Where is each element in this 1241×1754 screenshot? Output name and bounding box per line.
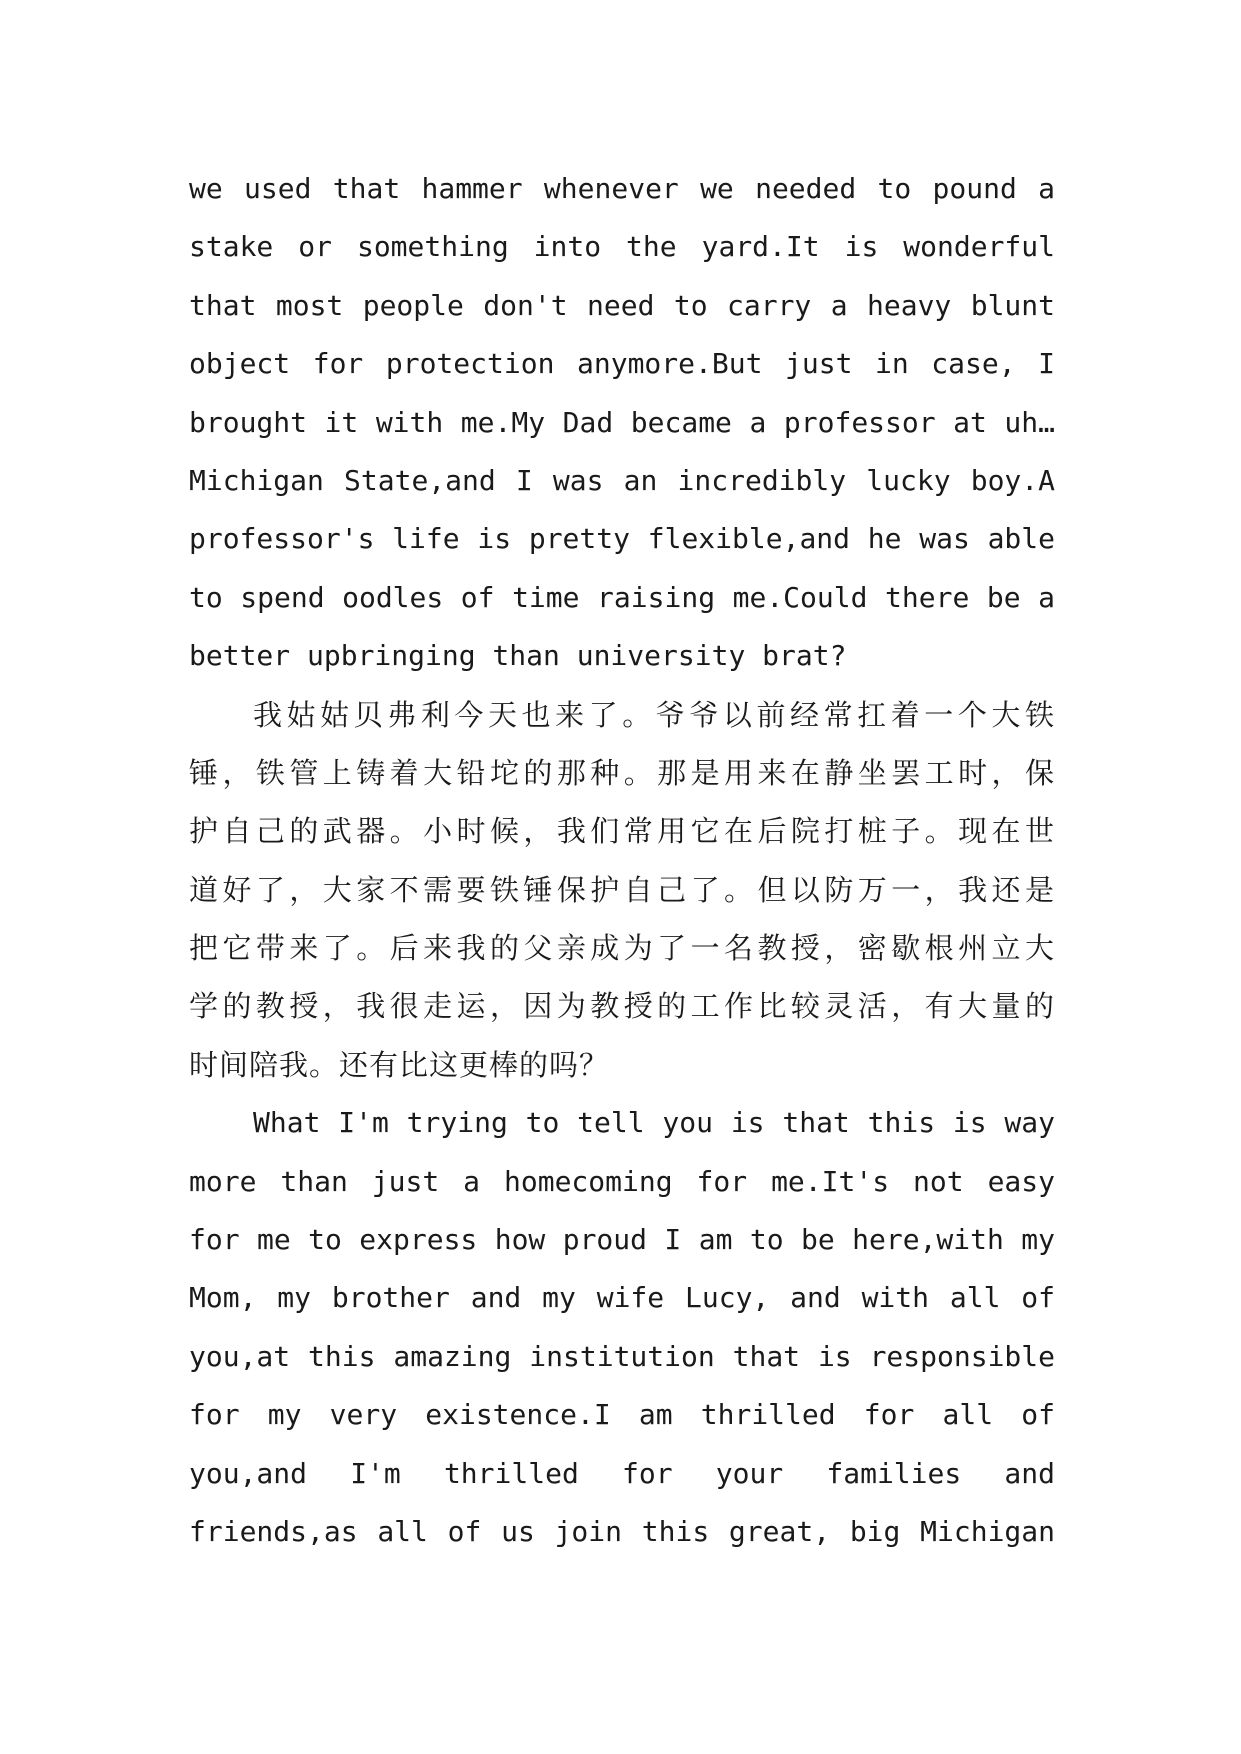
text-line: object for protection anymore.But just in case, I xyxy=(189,347,1055,381)
paragraph-chinese xyxy=(189,686,1055,1095)
text-line: friends,as all of us join this great, big Michigan xyxy=(189,1514,1055,1548)
text-line: Mom, my brother and my wife Lucy, and with all of xyxy=(189,1281,1055,1315)
text-line: 学的教授，我很走运，因为教授的工作比较灵活，有大量的 xyxy=(189,989,1055,1024)
text-line: brought it with me.My Dad became a professor at uh… xyxy=(189,405,1055,439)
text-line: What I'm trying to tell you is that this is way xyxy=(253,1106,1055,1140)
text-line: for me to express how proud I am to be here,with my xyxy=(189,1223,1055,1257)
text-line: stake or something into the yard.It is wonderful xyxy=(189,230,1055,264)
text-line: for my very existence.I am thrilled for all of xyxy=(189,1398,1055,1432)
text-line: 道好了，大家不需要铁锤保护自己了。但以防万一，我还是 xyxy=(189,872,1055,907)
text-line: you,and I'm thrilled for your families and xyxy=(189,1456,1055,1490)
text-line: that most people don't need to carry a heavy blunt xyxy=(189,288,1055,322)
text-line: 时间陪我。还有比这更棒的吗？ xyxy=(189,1047,610,1082)
text-line: better upbringing than university brat? xyxy=(189,639,847,673)
paragraph-english-1 xyxy=(189,160,1055,686)
text-line: we used that hammer whenever we needed to pound a xyxy=(189,172,1055,205)
text-line: 护自己的武器。小时候，我们常用它在后院打桩子。现在世 xyxy=(189,814,1055,849)
text-line: you,at this amazing institution that is responsible xyxy=(189,1339,1055,1373)
text-line: to spend oodles of time raising me.Could there be a xyxy=(189,580,1055,614)
text-line: Michigan State,and I was an incredibly lucky boy.A xyxy=(189,463,1055,497)
text-line: professor's life is pretty flexible,and he was able xyxy=(189,522,1055,556)
text-line: 我姑姑贝弗利今天也来了。爷爷以前经常扛着一个大铁 xyxy=(253,697,1055,732)
text-line: 锤，铁管上铸着大铅坨的那种。那是用来在静坐罢工时，保 xyxy=(189,755,1055,790)
document-body xyxy=(189,160,1055,1561)
text-line: more than just a homecoming for me.It's not easy xyxy=(189,1164,1055,1198)
paragraph-english-2 xyxy=(189,1094,1055,1561)
text-line: 把它带来了。后来我的父亲成为了一名教授，密歇根州立大 xyxy=(189,931,1055,966)
